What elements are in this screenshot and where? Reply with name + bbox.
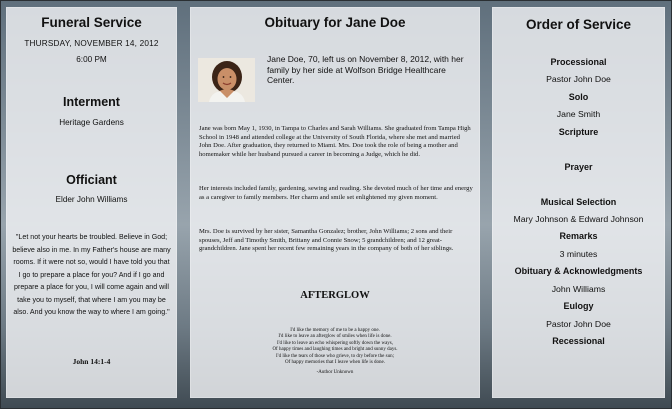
- service-item-value: Mary Johnson & Edward Johnson: [513, 214, 644, 224]
- poem-title: AFTERGLOW: [300, 290, 370, 301]
- service-item-label: Musical Selection: [540, 197, 617, 207]
- poem-line: Of happy times and laughing times and bright and sunny days.: [272, 347, 398, 353]
- service-item-value: Jane Smith: [556, 109, 601, 119]
- poem-line: I'd like to leave an echo whispering softly down the ways,: [276, 340, 393, 346]
- obituary-title: Obituary for Jane Doe: [264, 15, 406, 30]
- poem-line: I'd like the tears of those who grieve, to dry before the sun;: [276, 353, 394, 359]
- service-item-label: Processional: [550, 57, 607, 67]
- interment-place: Heritage Gardens: [59, 118, 124, 127]
- scripture-verse: John 14:1-4: [72, 357, 111, 366]
- poem: [240, 328, 430, 377]
- order-of-service-title: Order of Service: [525, 17, 632, 32]
- obituary-paragraph-3: Mrs. Doe is survived by her sister, Samantha Gonzalez; brother, John Williams; 2 sons and their spouses, Jeff and Timothy Smith, Brittany and Connie Snow; 5 grandchildren; and 12 great-grandchildren. Jane spent her recent few remaining years in the company of both of her siblings.: [199, 228, 454, 252]
- service-item-value: Pastor John Doe: [546, 319, 611, 329]
- obituary-paragraph-2: Her interests included family, gardening, sewing and reading. She devoted much of her time and energy as a caregiver to family members. Her charm and smile set enlightened my given moment.: [199, 185, 473, 201]
- service-item-label: Prayer: [564, 162, 593, 172]
- right-panel: [492, 7, 665, 398]
- service-item-label: Obituary & Acknowledgments: [514, 266, 643, 276]
- portrait-image: [198, 58, 255, 102]
- poem-line: I'd like the memory of me to be a happy one.: [290, 328, 380, 333]
- middle-panel: [190, 7, 480, 398]
- service-item-label: Recessional: [552, 336, 605, 346]
- service-item-value: Pastor John Doe: [546, 74, 611, 84]
- interment-heading: Interment: [63, 95, 120, 109]
- scripture-quote: "Let not your hearts be troubled. Believe in God; believe also in me. In my Father's house are many rooms. If it were not so, would I have told you that I go to prepare a place for you? And if I go and prepare a place for you, I will come again and will take you to myself, that where I am you may be also. And you know the way to where I am going.": [12, 233, 171, 316]
- obituary-paragraph-1: Jane was born May 1, 1930, in Tampa to Charles and Sarah Williams. She graduated from Tampa High School in 1948 and attended college at the University of South Florida, where she met and married John Doe. After graduation, they returned to Miami. Mrs. Doe took the role of being a mother and homemaker while her husband pursued a career in becoming a Judge, which he did.: [199, 125, 471, 158]
- left-panel: [6, 7, 177, 398]
- service-item-label: Remarks: [559, 231, 598, 241]
- poem-line: I'd like to leave an afterglow of smiles when life is done.: [278, 334, 392, 340]
- funeral-service-title: Funeral Service: [41, 15, 142, 30]
- officiant-heading: Officiant: [66, 173, 117, 187]
- service-time: 6:00 PM: [76, 55, 107, 64]
- obituary-intro: Jane Doe, 70, left us on November 8, 2012, with her family by her side at Wolfson Bridge Healthcare Center.: [267, 54, 464, 86]
- service-date: THURSDAY, NOVEMBER 14, 2012: [24, 39, 159, 48]
- poem-line: Of happy memories that I leave when life is done.: [285, 360, 385, 366]
- poem-author: -Author Unknown: [316, 370, 354, 376]
- service-item-label: Scripture: [558, 127, 599, 137]
- portrait-photo: [198, 58, 255, 102]
- officiant-name: Elder John Williams: [55, 195, 128, 204]
- service-item-value: 3 minutes: [559, 249, 598, 259]
- service-item-label: Eulogy: [563, 301, 594, 311]
- service-item-value: John Williams: [551, 284, 606, 294]
- service-item-label: Solo: [568, 92, 589, 102]
